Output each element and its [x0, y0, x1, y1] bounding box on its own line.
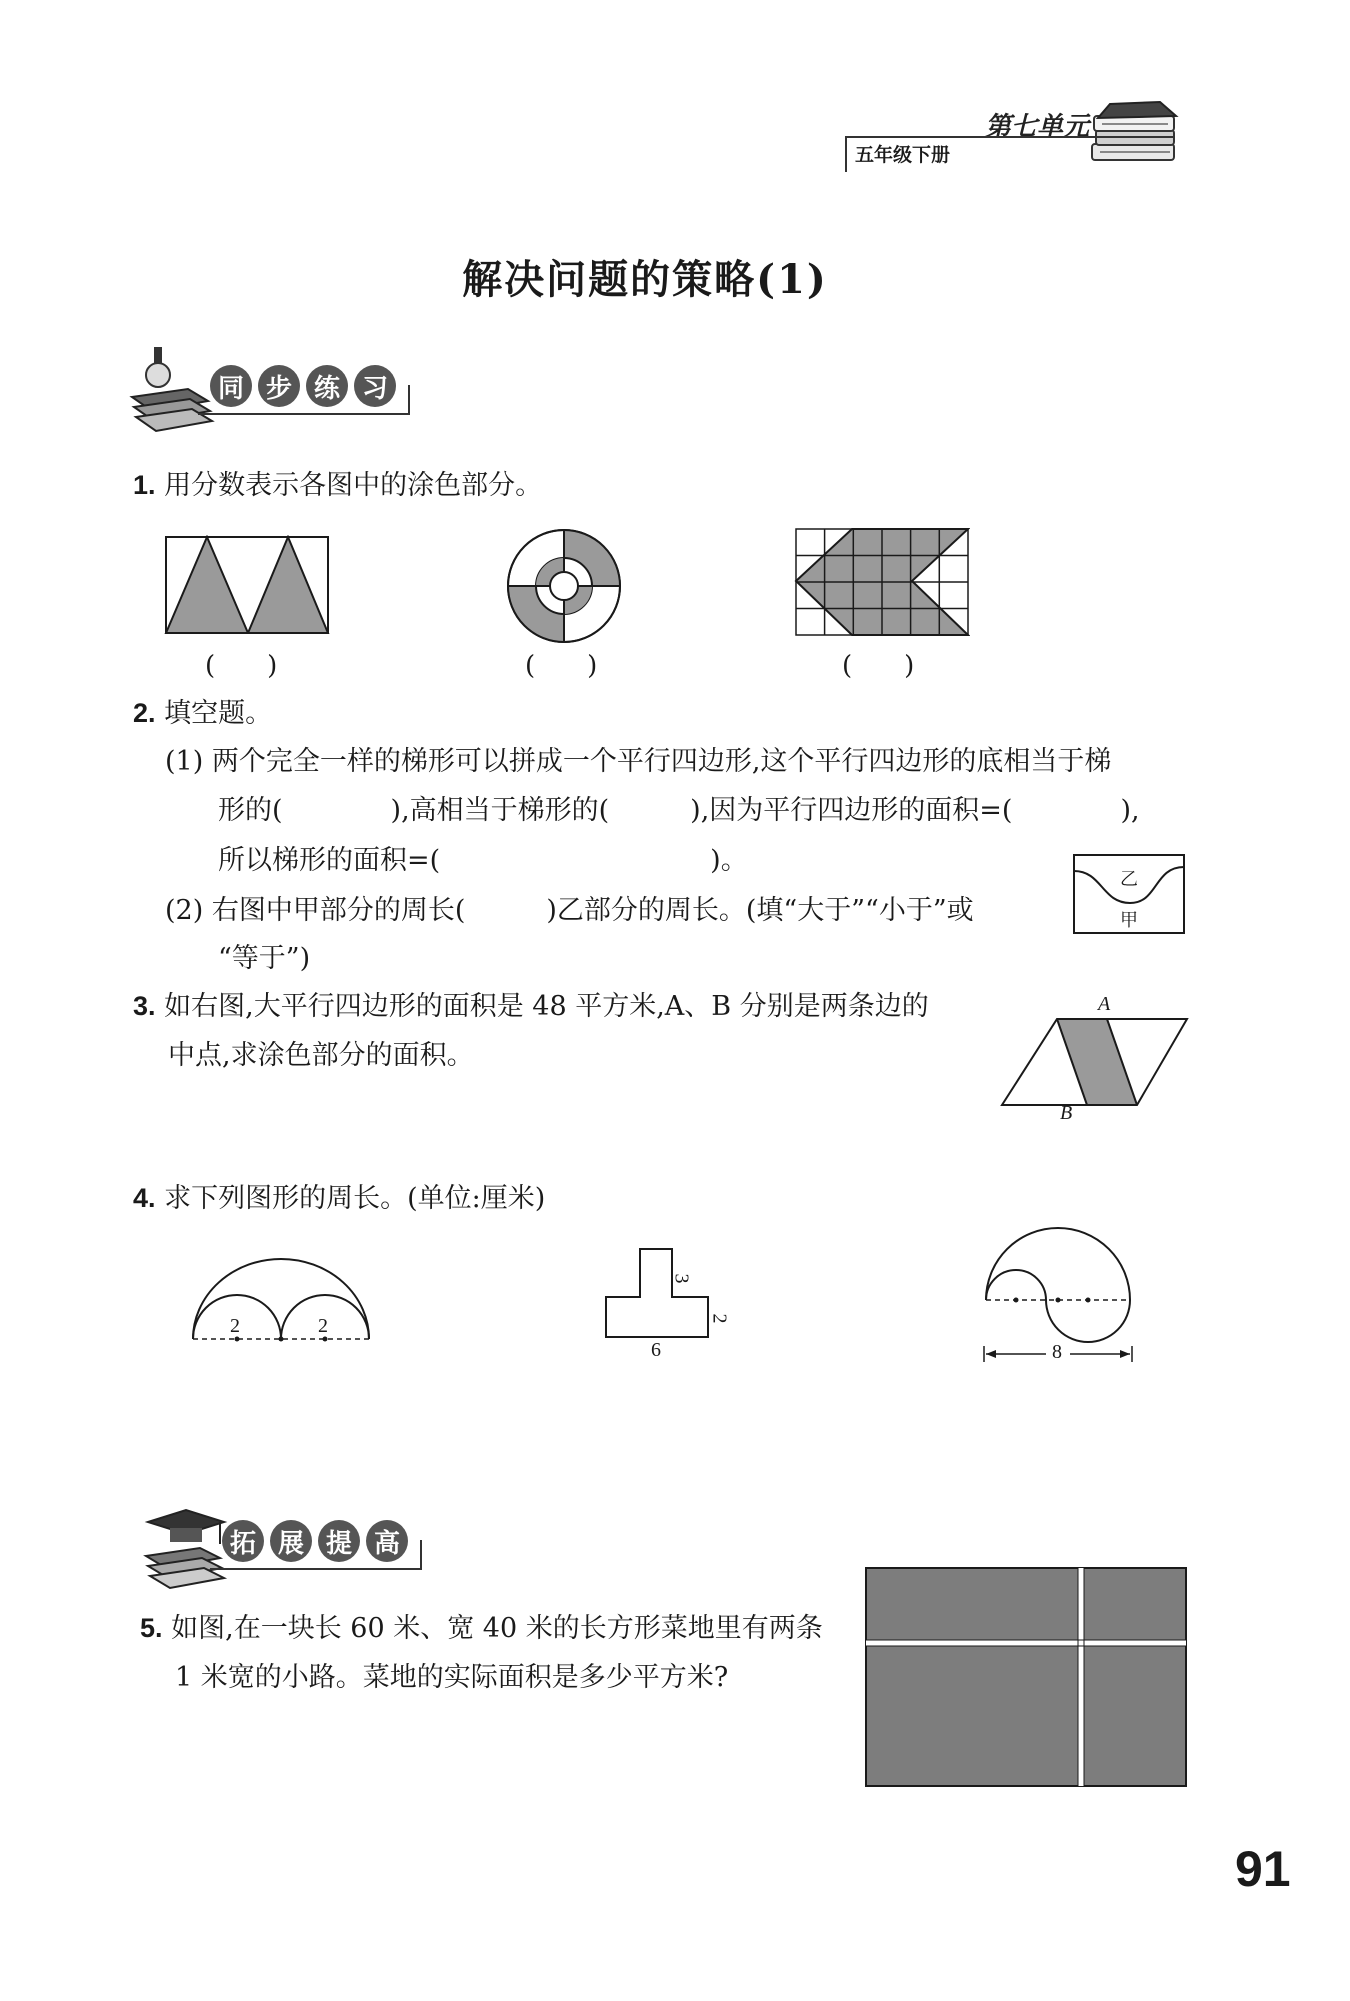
width-label: 8: [1052, 1341, 1062, 1363]
unit-label: 第七单元: [985, 112, 1090, 142]
page-number: 91: [1235, 1841, 1291, 1897]
q2-part1-line1: (1) 两个完全一样的梯形可以拼成一个平行四边形,这个平行四边形的底相当于梯: [165, 746, 1112, 777]
badge-char: 同: [210, 365, 252, 407]
dim-side-label: 2: [708, 1313, 731, 1324]
question-number: 3.: [133, 991, 156, 1021]
badge-underline-end: [408, 385, 410, 415]
point-a-label: A: [1098, 993, 1111, 1015]
q1-figure-grid: [794, 527, 970, 639]
question-number: 1.: [133, 470, 156, 500]
badge-char: 拓: [222, 1520, 264, 1562]
question-text: 用分数表示各图中的涂色部分。: [164, 470, 543, 501]
radius-label: 2: [230, 1315, 240, 1337]
badge-char: 展: [270, 1520, 312, 1562]
question-3-line2: 中点,求涂色部分的面积。: [168, 1040, 474, 1071]
q4-figure-t-shape: [600, 1245, 740, 1365]
badge-char: 步: [258, 365, 300, 407]
badge-chars: [222, 1520, 408, 1562]
question-text: 求下列图形的周长。(单位:厘米): [164, 1183, 546, 1214]
lamp-books-icon: [128, 345, 218, 435]
answer-blank[interactable]: ( ): [205, 651, 278, 681]
answer-blank[interactable]: ( ): [525, 651, 598, 681]
question-text-line1: 如图,在一块长 60 米、宽 40 米的长方形菜地里有两条: [171, 1613, 823, 1644]
grade-label: 五年级下册: [855, 144, 951, 166]
answer-blank[interactable]: ( ): [842, 651, 915, 681]
graduation-cap-books-icon: [140, 1500, 230, 1590]
label-jia: 甲: [1120, 910, 1138, 931]
t-shape: [600, 1245, 740, 1345]
question-number: 4.: [133, 1183, 156, 1213]
badge-underline-end: [420, 1540, 422, 1570]
q5-figure-field: [864, 1566, 1188, 1788]
parallelogram-shape: [1000, 1013, 1190, 1113]
book-stack-icon: [1080, 100, 1190, 170]
page-header: [830, 100, 1190, 180]
q1-figure-triangles: [164, 535, 334, 637]
q2-part2-line2: “等于”): [218, 943, 311, 974]
page-title: 解决问题的策略(1): [462, 256, 828, 303]
q2-part1-line3: 所以梯形的面积=( )。: [218, 845, 748, 876]
question-3: [133, 988, 929, 1025]
q3-figure-parallelogram: [1000, 993, 1190, 1127]
question-2: [133, 695, 272, 732]
question-number: 5.: [140, 1613, 163, 1643]
badge-chars: [210, 365, 396, 407]
q4-figure-circle-arcs: [980, 1222, 1140, 1372]
question-text-line1: 如右图,大平行四边形的面积是 48 平方米,A、B 分别是两条边的: [164, 991, 929, 1022]
section-badge-practice: [128, 345, 418, 435]
header-rule: [845, 136, 1175, 138]
question-5-line2: 1 米宽的小路。菜地的实际面积是多少平方米?: [175, 1662, 729, 1693]
question-number: 2.: [133, 698, 156, 728]
badge-char: 高: [366, 1520, 408, 1562]
point-b-label: B: [1060, 1102, 1073, 1124]
q2-part1-line2: 形的( ),高相当于梯形的( ),因为平行四边形的面积=( ),: [218, 795, 1140, 826]
section-badge-extend: [140, 1500, 430, 1590]
q4-figure-semicircles: [187, 1255, 377, 1355]
q1-figure-ring: [505, 527, 623, 645]
badge-char: 习: [354, 365, 396, 407]
label-yi: 乙: [1120, 869, 1138, 890]
header-rule-vertical: [845, 136, 847, 172]
badge-char: 练: [306, 365, 348, 407]
question-text: 填空题。: [164, 698, 273, 729]
dim-bottom-label: 6: [651, 1339, 661, 1361]
q2-figure-jia-yi: [1072, 853, 1186, 935]
question-5: [140, 1610, 823, 1647]
badge-underline: [210, 1568, 420, 1570]
badge-char: 提: [318, 1520, 360, 1562]
semicircles-shape: [187, 1255, 377, 1345]
badge-underline: [198, 413, 408, 415]
q2-part2-line1: (2) 右图中甲部分的周长( )乙部分的周长。(填“大于”“小于”或: [165, 895, 974, 926]
dim-top-label: 3: [670, 1273, 693, 1284]
question-1: [133, 467, 542, 504]
question-4: [133, 1180, 545, 1217]
radius-label: 2: [318, 1315, 328, 1337]
